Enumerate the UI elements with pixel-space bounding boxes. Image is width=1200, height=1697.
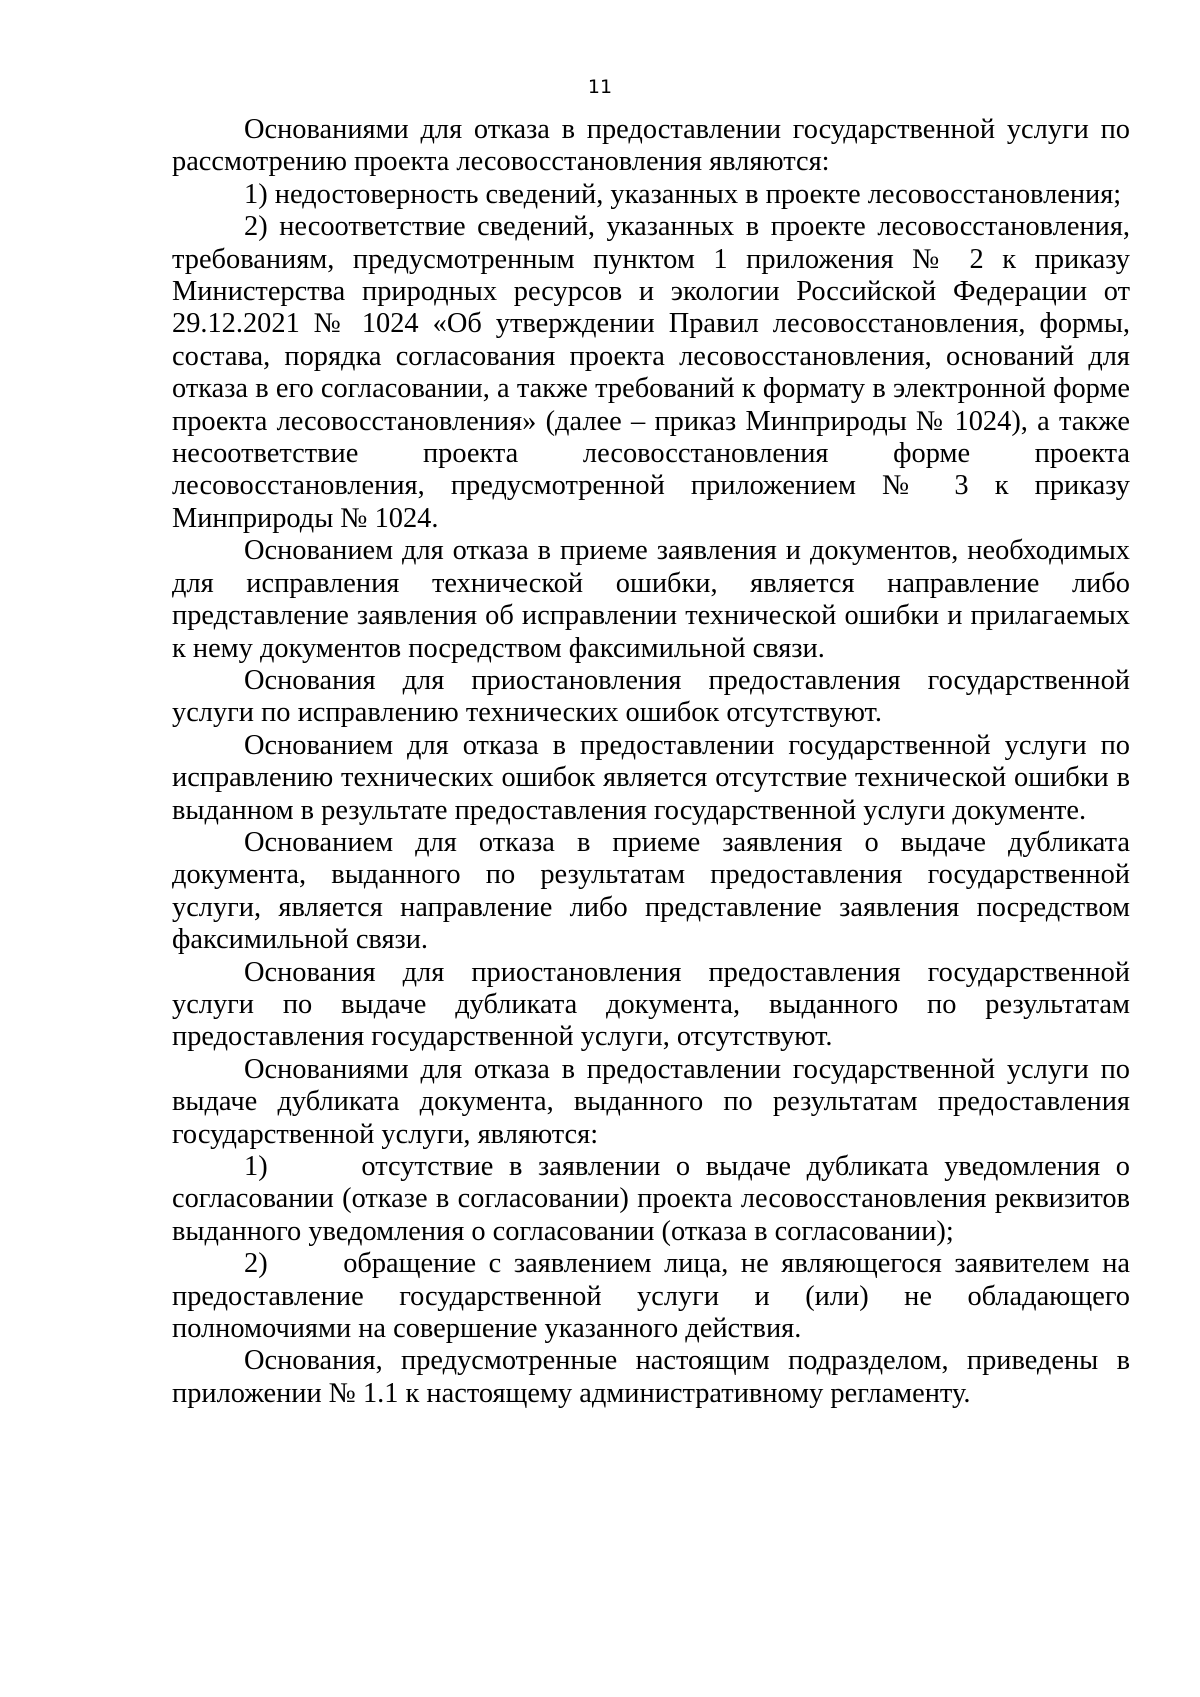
paragraph: 2) несоответствие сведений, указанных в проекте лесовосстановления, требованиям, предусмотренным пунктом 1 приложения № 2 к приказу Министерства природных ресурсов и экологии Российской Федерации от 29.12.2021 № 1024 «Об утверждении Правил лесовосстановления, формы, состава, порядка согласования проекта лесовосстановления, оснований для отказа в его согласовании, а также требований к формату в электронной форме проекта лесовосстановления» (далее – приказ Минприроды № 1024), а также несоответствие проекта лесовосстановления форме проекта лесовосстановления, предусмотренной приложением № 3 к приказу Минприроды № 1024. [172, 211, 1130, 534]
paragraph: 1) недостоверность сведений, указанных в проекте лесовосстановления; [244, 178, 1122, 210]
paragraph: Основания для приостановления предоставления государственной услуги по исправлению технических ошибок отсутствуют. [172, 664, 1130, 729]
paragraph: 1) отсутствие в заявлении о выдаче дубликата уведомления о согласовании (отказе в согласовании) проекта лесовосстановления реквизитов выданного уведомления о согласовании (отказа в согласовании); [172, 1151, 1130, 1247]
paragraph: Основаниями для отказа в предоставлении государственной услуги по рассмотрению проекта лесовосстановления являются: [172, 114, 1130, 178]
page-number: 11 [587, 76, 613, 98]
paragraph: Основания для приостановления предоставления государственной услуги по выдаче дубликата документа, выданного по результатам предоставления государственной услуги, отсутствуют. [172, 956, 1130, 1053]
paragraph: Основанием для отказа в предоставлении государственной услуги по исправлению технических ошибок является отсутствие технической ошибки в выданном в результате предоставления государственной услуги документе. [172, 729, 1130, 826]
paragraph: Основаниями для отказа в предоставлении государственной услуги по выдаче дубликата документа, выданного по результатам предоставления государственной услуги, являются: [172, 1053, 1130, 1150]
paragraph: Основания, предусмотренные настоящим подразделом, приведены в приложении № 1.1 к настоящему административному регламенту. [172, 1345, 1130, 1409]
paragraph: 2) обращение с заявлением лица, не являющегося заявителем на предоставление государственной услуги и (или) не обладающего полномочиями на совершение указанного действия. [172, 1248, 1130, 1345]
paragraph: Основанием для отказа в приеме заявления и документов, необходимых для исправления технической ошибки, является направление либо представление заявления об исправлении технической ошибки и прилагаемых к нему документов посредством факсимильной связи. [172, 535, 1130, 664]
paragraph: Основанием для отказа в приеме заявления о выдаче дубликата документа, выданного по результатам предоставления государственной услуги, является направление либо представление заявления посредством факсимильной связи. [172, 826, 1130, 956]
document-body [172, 114, 1130, 1410]
